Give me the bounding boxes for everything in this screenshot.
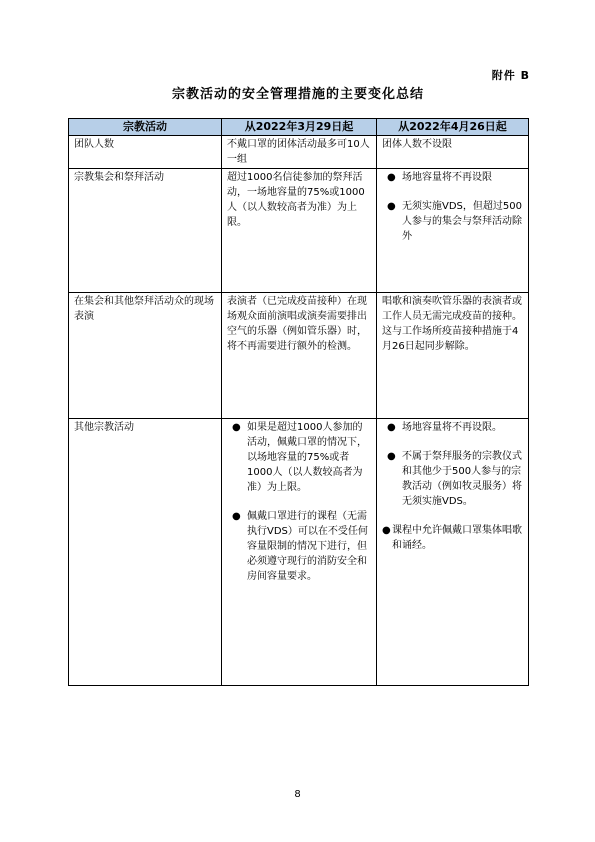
list-item-text: 无须实施VDS，但超过500人参与的集会与祭拜活动除外 <box>402 201 522 242</box>
mar29-cell: 不戴口罩的团体活动最多可10人一组 <box>222 136 377 169</box>
table-row <box>69 419 529 686</box>
activity-cell: 其他宗教活动 <box>69 419 222 686</box>
bullet-dot-icon: ● <box>387 172 396 183</box>
mar29-cell <box>222 419 377 686</box>
activity-cell: 宗教集会和祭拜活动 <box>69 169 222 293</box>
column-header-activity: 宗教活动 <box>69 119 222 136</box>
table-row <box>69 136 529 169</box>
bullet-list <box>382 170 523 244</box>
bullet-dot-icon: ● <box>232 422 241 433</box>
list-item <box>227 420 371 495</box>
bullet-dot-icon: ● <box>382 525 391 536</box>
apr26-cell <box>377 169 529 293</box>
apr26-cell: 团体人数不设限 <box>377 136 529 169</box>
table-row <box>69 169 529 293</box>
summary-table <box>68 118 529 686</box>
table-header-row <box>69 119 529 136</box>
bullet-list <box>382 420 523 553</box>
apr26-cell <box>377 419 529 686</box>
bullet-dot-icon: ● <box>387 451 396 462</box>
list-item-text: 场地容量将不再设限。 <box>402 422 502 433</box>
bullet-list <box>227 420 371 584</box>
annex-label: 附件 B <box>491 69 530 82</box>
table-row <box>69 293 529 419</box>
list-item-text: 如果是超过1000人参加的活动，佩戴口罩的情况下，以场地容量的75%或者1000人（以人数较高者为准）为上限。 <box>247 422 367 493</box>
column-header-apr26: 从2022年4月26日起 <box>377 119 529 136</box>
list-item-text: 佩戴口罩进行的课程（无需执行VDS）可以在不受任何容量限制的情况下进行，但必须遵守现行的消防安全和房间容量要求。 <box>247 511 368 582</box>
bullet-dot-icon: ● <box>387 422 396 433</box>
activity-cell: 团队人数 <box>69 136 222 169</box>
list-item <box>382 449 523 509</box>
column-header-mar29: 从2022年3月29日起 <box>222 119 377 136</box>
page-number: 8 <box>294 789 301 800</box>
mar29-cell: 表演者（已完成疫苗接种）在现场观众面前演唱或演奏需要排出空气的乐器（例如管乐器）时，将不再需要进行额外的检测。 <box>222 293 377 419</box>
mar29-cell: 超过1000名信徒参加的祭拜活动，一场地容量的75%或1000人（以人数较高者为准）为上限。 <box>222 169 377 293</box>
document-title: 宗教活动的安全管理措施的主要变化总结 <box>171 87 424 102</box>
list-item-text: 场地容量将不再设限 <box>402 172 492 183</box>
activity-cell: 在集会和其他祭拜活动众的现场表演 <box>69 293 222 419</box>
list-item <box>382 523 523 553</box>
bullet-dot-icon: ● <box>232 511 241 522</box>
list-item <box>382 170 523 185</box>
bullet-dot-icon: ● <box>387 201 396 212</box>
list-item <box>382 199 523 244</box>
apr26-cell: 唱歌和演奏吹管乐器的表演者或工作人员无需完成疫苗的接种。这与工作场所疫苗接种措施于4月26日起同步解除。 <box>377 293 529 419</box>
list-item <box>382 420 523 435</box>
list-item <box>227 509 371 584</box>
list-item-text: 课程中允许佩戴口罩集体唱歌和诵经。 <box>392 525 522 551</box>
list-item-text: 不属于祭拜服务的宗教仪式和其他少于500人参与的宗教活动（例如牧灵服务）将无须实施VDS。 <box>402 451 522 507</box>
